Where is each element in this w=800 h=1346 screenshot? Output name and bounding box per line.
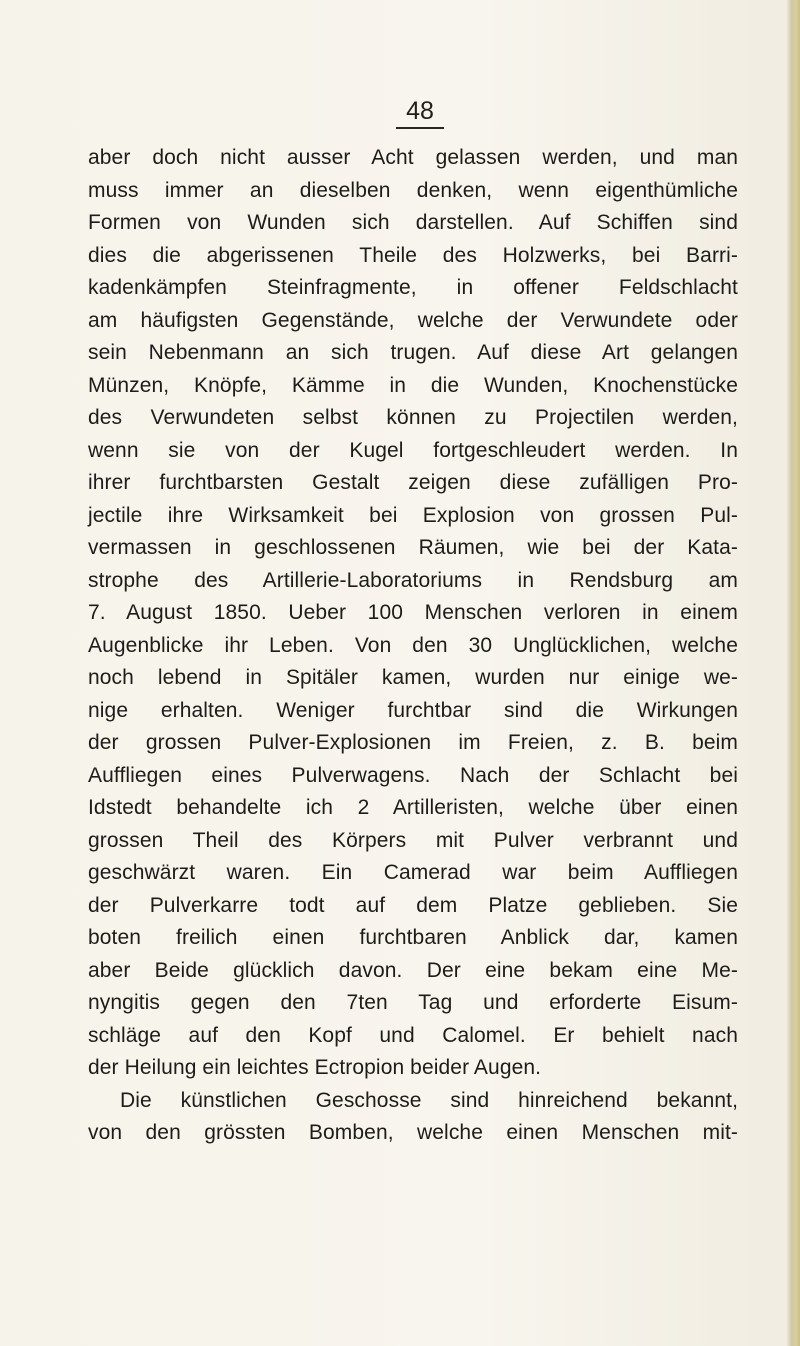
text-line: der Pulverkarre todt auf dem Platze geblieben. Sie (88, 893, 738, 917)
page-edge (786, 0, 800, 1346)
text-line: Die künstlichen Geschosse sind hinreichend bekannt, (120, 1088, 738, 1112)
text-line: muss immer an dieselben denken, wenn eigenthümliche (88, 178, 738, 202)
text-line: nige erhalten. Weniger furchtbar sind die Wirkungen (88, 698, 738, 722)
text-line: des Verwundeten selbst können zu Projectilen werden, (88, 406, 738, 429)
text-line: Formen von Wunden sich darstellen. Auf Schiffen sind (88, 211, 738, 234)
page-number: 48 (406, 97, 434, 125)
text-line: boten freilich einen furchtbaren Anblick dar, kamen (88, 926, 738, 949)
page-number-rule (396, 127, 444, 129)
text-line: schläge auf den Kopf und Calomel. Er behielt nach (88, 1023, 738, 1047)
text-line: Augenblicke ihr Leben. Von den 30 Unglücklichen, welche (88, 633, 738, 657)
body-text (88, 142, 738, 1150)
text-line: noch lebend in Spitäler kamen, wurden nur einige we- (88, 666, 738, 689)
text-line: Münzen, Knöpfe, Kämme in die Wunden, Knochenstücke (88, 373, 738, 397)
text-line: aber Beide glücklich davon. Der eine bekam eine Me- (88, 958, 738, 982)
text-line: geschwärzt waren. Ein Camerad war beim Auffliegen (88, 861, 738, 884)
text-line: jectile ihre Wirksamkeit bei Explosion von grossen Pul- (88, 503, 738, 527)
text-line: am häufigsten Gegenstände, welche der Verwundete oder (88, 308, 738, 332)
text-line: der Heilung ein leichtes Ectropion beider Augen. (88, 1056, 542, 1079)
text-line: ihrer furchtbarsten Gestalt zeigen diese zufälligen Pro- (88, 471, 738, 494)
text-line: grossen Theil des Körpers mit Pulver verbrannt und (88, 828, 738, 852)
text-line: nyngitis gegen den 7ten Tag und erforderte Eisum- (88, 991, 738, 1014)
text-line: der grossen Pulver-Explosionen im Freien, z. B. beim (88, 731, 738, 754)
text-line: 7. August 1850. Ueber 100 Menschen verloren in einem (88, 601, 738, 624)
text-line: von den grössten Bomben, welche einen Menschen mit- (88, 1121, 738, 1144)
text-line: dies die abgerissenen Theile des Holzwerks, bei Barri- (88, 243, 738, 267)
text-line: aber doch nicht ausser Acht gelassen werden, und man (88, 146, 738, 169)
text-line: kadenkämpfen Steinfragmente, in offener Feldschlacht (88, 276, 738, 299)
text-line: Auffliegen eines Pulverwagens. Nach der Schlacht bei (88, 763, 738, 787)
text-line: vermassen in geschlossenen Räumen, wie bei der Kata- (88, 536, 738, 559)
text-line: wenn sie von der Kugel fortgeschleudert werden. In (88, 438, 738, 462)
text-line: strophe des Artillerie-Laboratoriums in Rendsburg am (88, 568, 738, 592)
text-line: sein Nebenmann an sich trugen. Auf diese Art gelangen (88, 341, 738, 364)
text-line: Idstedt behandelte ich 2 Artilleristen, welche über einen (88, 796, 738, 819)
